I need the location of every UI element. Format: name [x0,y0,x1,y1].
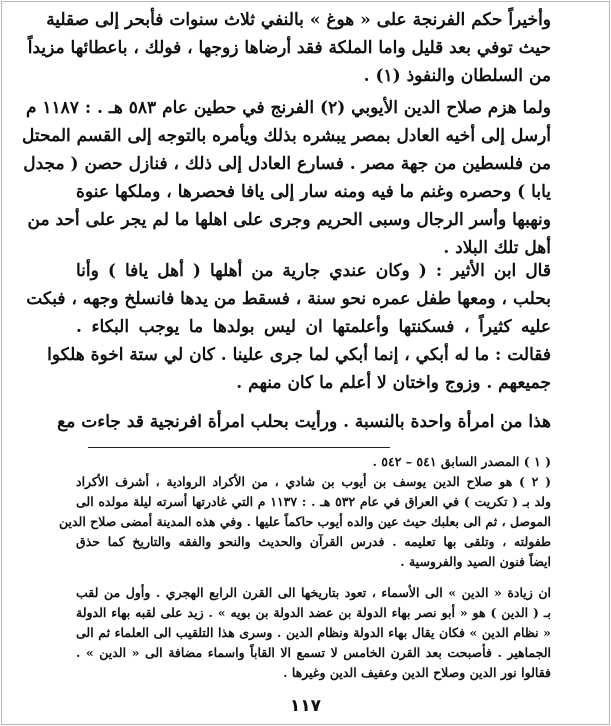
footnote-line: « نظام الدين » فكان يقال بهاء الدولة ونظام الدين . وسرى هذا التلقيب الى العلماء ثم الى [76,625,551,640]
footnote-line: ايضاً فنون الصيد والفروسية . [400,554,551,569]
footnote-line: طفولته ، وتلقى بها تعليمه . فدرس القرآن والحديث والنحو والفقه والتاريخ كما حذق [76,534,551,549]
footnote-separator [88,447,390,448]
text-line: ولما هزم صلاح الدين الأيوبي (٢) الفرنج في حطين عام ٥٨٣ هـ . : ١١٨٧ م [25,98,551,118]
footnote-line: ولد بـ ( تكريت ) في العراق في عام ٥٣٢ هـ . : ١١٣٧ م التي غادرتها أسرته ليلة مولده الى [76,494,551,509]
text-line: هذا من امرأة واحدة بالنسبة . ورأيت بحلب امرأة افرنجية قد جاءت مع [57,412,551,432]
paragraph-2 [22,94,551,262]
paragraph-1 [27,6,551,90]
text-line: أهل تلك البلاد . [443,238,551,258]
text-line: ونهبها وأسر الرجال وسبى الحريم وجرى على اهلها ما لم يجر على أحد من [27,210,551,230]
text-line: قال ابن الأثير : ( وكان عندي جارية من أهلها ( أهل يافا ) وأنا [76,261,551,281]
text-line: يابا ) وحصره وغنم ما فيه ومنه سار إلى يافا فحصرها ، وملكها عنوة [76,182,551,202]
footnote-line: ( ١ ) المصدر السابق ٥٤١ – ٥٤٢ . [372,454,551,469]
footnote-2 [58,472,551,572]
footnote-line: بـ ( الدين ) هو « أبو نصر بهاء الدولة بن عضد الدولة بن بويه » . زيد على لقبه بهاء الدولة [76,605,551,620]
paragraph-3 [26,257,551,397]
paragraph-4 [57,408,551,436]
text-line: من السلطان والنفوذ (١) . [363,66,551,86]
text-line: أرسل إلى أخيه العادل بمصر يبشره بذلك ويأمره بالتوجه إلى القسم المحتل [22,126,551,146]
footnote-1 [76,452,551,472]
text-line: فقالت : ما له أبكي ، إنما أبكي لما جرى علينا . كان لي ستة اخوة هلكوا [47,345,551,365]
footnote-line: ( ٢ ) هو صلاح الدين يوسف بن أيوب بن شادي ، من الأكراد الروادية ، أشرف الأكراد [76,474,551,489]
page-number: ١١٧ [289,696,322,716]
footnote-line: ان زيادة « الدين » الى الأسماء ، تعود بتاريخها الى القرن الرابع الهجري . وأول من لقب [76,585,551,600]
footnote-line: الجماهير . فأصبحت بعد القرن الخامس لا تسمع الا القاباً واسماء مضافة الى « الدين » . [76,645,551,660]
text-line: وأخيراً حكم الفرنجة على « هوغ » بالنفي ثلاث سنوات فأبحر إلى صقلية [46,10,551,30]
footnote-continuation [76,583,551,683]
text-line: جميعهم . وزوج واختان لا أعلم ما كان منهم . [236,373,551,393]
footnote-line: الموصل ، ثم الى بعلبك حيث عين والده أيوب حاكماً عليها . وفي هذه المدينة أمضى صلاح الدين [58,514,551,529]
text-line: من فلسطين من جهة مصر . فسارع العادل إلى ذلك ، فنازل حصن ( مجدل [23,154,551,174]
text-line: بحلب ، ومعها طفل عمره نحو سنة ، فسقط من يدها فانسلخ وجهه ، فبكت [26,289,551,309]
text-line: حيث توفي بعد قليل واما الملكة فقد أرضاها زوجها ، فولك ، باعطائها مزيداً [27,38,551,58]
footnote-line: فقالوا نور الدين وصلاح الدين وعفيف الدين وغيرها . [283,665,551,680]
text-line: عليه كثيراً ، فسكنتها وأعلمتها ان ليس بولدها ما يوجب البكاء . [76,317,551,337]
